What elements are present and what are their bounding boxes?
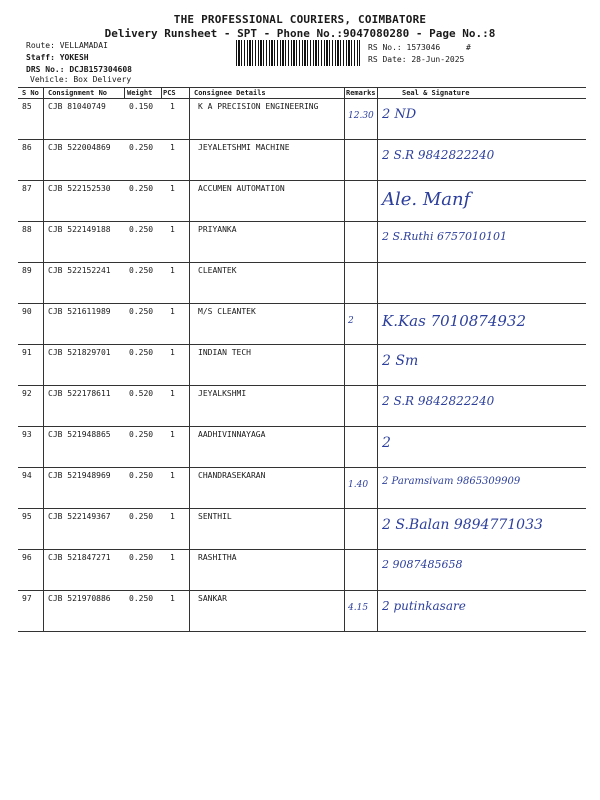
row-weight: 0.250 [129,512,154,521]
row-pcs: 1 [170,225,175,234]
row-weight: 0.250 [129,430,154,439]
row-consignment-no: CJB 521829701 [48,348,111,357]
row-divider [18,631,586,632]
row-remark: 1.40 [348,480,369,490]
row-consignee: CLEANTEK [198,266,237,275]
row-weight: 0.520 [129,389,154,398]
row-signature: 2 ND [382,107,417,122]
row-weight: 0.250 [129,143,154,152]
row-signature: 2 Sm [382,353,419,369]
table-row [18,181,586,221]
row-weight: 0.250 [129,225,154,234]
table-row [18,263,586,303]
row-signature: 2 S.Balan 9894771033 [382,517,543,533]
row-sno: 90 [22,307,32,316]
row-consignment-no: CJB 521847271 [48,553,111,562]
row-sno: 96 [22,553,32,562]
row-consignment-no: CJB 522178611 [48,389,111,398]
col-header-remarks: Remarks [346,89,376,97]
row-weight: 0.250 [129,266,154,275]
row-pcs: 1 [170,430,175,439]
table-row [18,222,586,262]
row-weight: 0.250 [129,594,154,603]
table-row [18,99,586,139]
row-consignee: K A PRECISION ENGINEERING [198,102,319,111]
row-consignment-no: CJB 521611989 [48,307,111,316]
row-pcs: 1 [170,348,175,357]
row-consignment-no: CJB 81040749 [48,102,106,111]
table-row [18,550,586,590]
row-consignee: INDIAN TECH [198,348,251,357]
row-weight: 0.250 [129,471,154,480]
row-consignment-no: CJB 521948969 [48,471,111,480]
row-sno: 95 [22,512,32,521]
col-header-weight: Weight [127,89,153,97]
row-sno: 97 [22,594,32,603]
table-row [18,509,586,549]
row-signature: 2 S.R 9842822240 [382,394,495,408]
row-consignment-no: CJB 522004869 [48,143,111,152]
row-consignee: JEYALKSHMI [198,389,247,398]
row-sno: 93 [22,430,32,439]
row-signature: Ale. Manf [382,189,471,210]
row-consignment-no: CJB 522152530 [48,184,111,193]
row-signature: 2 Paramsivam 9865309909 [382,476,521,487]
row-remark: 4.15 [348,603,369,613]
row-sno: 92 [22,389,32,398]
row-pcs: 1 [170,307,175,316]
table-row [18,345,586,385]
barcode-image [236,40,360,66]
row-signature: 2 S.R 9842822240 [382,148,495,162]
row-sno: 87 [22,184,32,193]
col-header-seal: Seal & Signature [402,89,470,97]
page-title: THE PROFESSIONAL COURIERS, COIMBATORE [173,13,427,26]
row-pcs: 1 [170,389,175,398]
drs-number: DRS No.: DCJB157304608 [26,65,132,74]
row-weight: 0.250 [129,553,154,562]
row-pcs: 1 [170,143,175,152]
row-pcs: 1 [170,471,175,480]
row-weight: 0.250 [129,348,154,357]
row-weight: 0.250 [129,184,154,193]
row-consignee: ACCUMEN AUTOMATION [198,184,285,193]
row-signature: 2 putinkasare [382,599,466,613]
row-sno: 91 [22,348,32,357]
table-row [18,427,586,467]
staff-label: Staff: YOKESH [26,53,89,62]
row-sno: 89 [22,266,32,275]
row-sno: 94 [22,471,32,480]
table-row [18,468,586,508]
row-sno: 88 [22,225,32,234]
row-remark: 2 [348,316,354,326]
rs-number: RS No.: 1573046 [368,43,441,52]
table-row [18,386,586,426]
row-pcs: 1 [170,553,175,562]
row-consignment-no: CJB 522152241 [48,266,111,275]
rs-date: RS Date: 28-Jun-2025 [368,55,465,64]
row-pcs: 1 [170,594,175,603]
row-consignee: JEYALETSHMI MACHINE [198,143,290,152]
row-weight: 0.250 [129,307,154,316]
row-signature: 2 9087485658 [382,558,463,571]
row-sno: 85 [22,102,32,111]
col-header-consignee: Consignee Details [194,89,266,97]
row-signature: 2 S.Ruthi 6757010101 [382,230,508,243]
row-pcs: 1 [170,184,175,193]
row-consignee: SENTHIL [198,512,232,521]
row-weight: 0.150 [129,102,154,111]
row-consignment-no: CJB 521970886 [48,594,111,603]
col-header-pcs: PCS [163,89,176,97]
col-header-sno: S No [22,89,39,97]
table-row [18,140,586,180]
row-pcs: 1 [170,102,175,111]
col-header-consignment: Consignment No [48,89,108,97]
row-consignment-no: CJB 521948865 [48,430,111,439]
row-consignee: SANKAR [198,594,227,603]
runsheet-subtitle: Delivery Runsheet - SPT - Phone No.:9047080280 - Page No.:8 [104,27,496,40]
row-consignee: CHANDRASEKARAN [198,471,266,480]
table-row [18,304,586,344]
route-label: Route: VELLAMADAI [26,41,108,50]
vehicle-label: Vehicle: Box Delivery [30,75,132,84]
row-consignee: M/S CLEANTEK [198,307,256,316]
hash-mark: # [466,43,471,52]
row-signature: K.Kas 7010874932 [382,312,527,330]
row-consignment-no: CJB 522149188 [48,225,111,234]
row-consignee: AADHIVINNAYAGA [198,430,266,439]
row-pcs: 1 [170,266,175,275]
row-consignee: RASHITHA [198,553,237,562]
table-row [18,591,586,631]
row-consignment-no: CJB 522149367 [48,512,111,521]
row-sno: 86 [22,143,32,152]
row-consignee: PRIYANKA [198,225,237,234]
row-signature: 2 [382,435,391,451]
row-remark: 12.30 [348,111,374,121]
row-pcs: 1 [170,512,175,521]
